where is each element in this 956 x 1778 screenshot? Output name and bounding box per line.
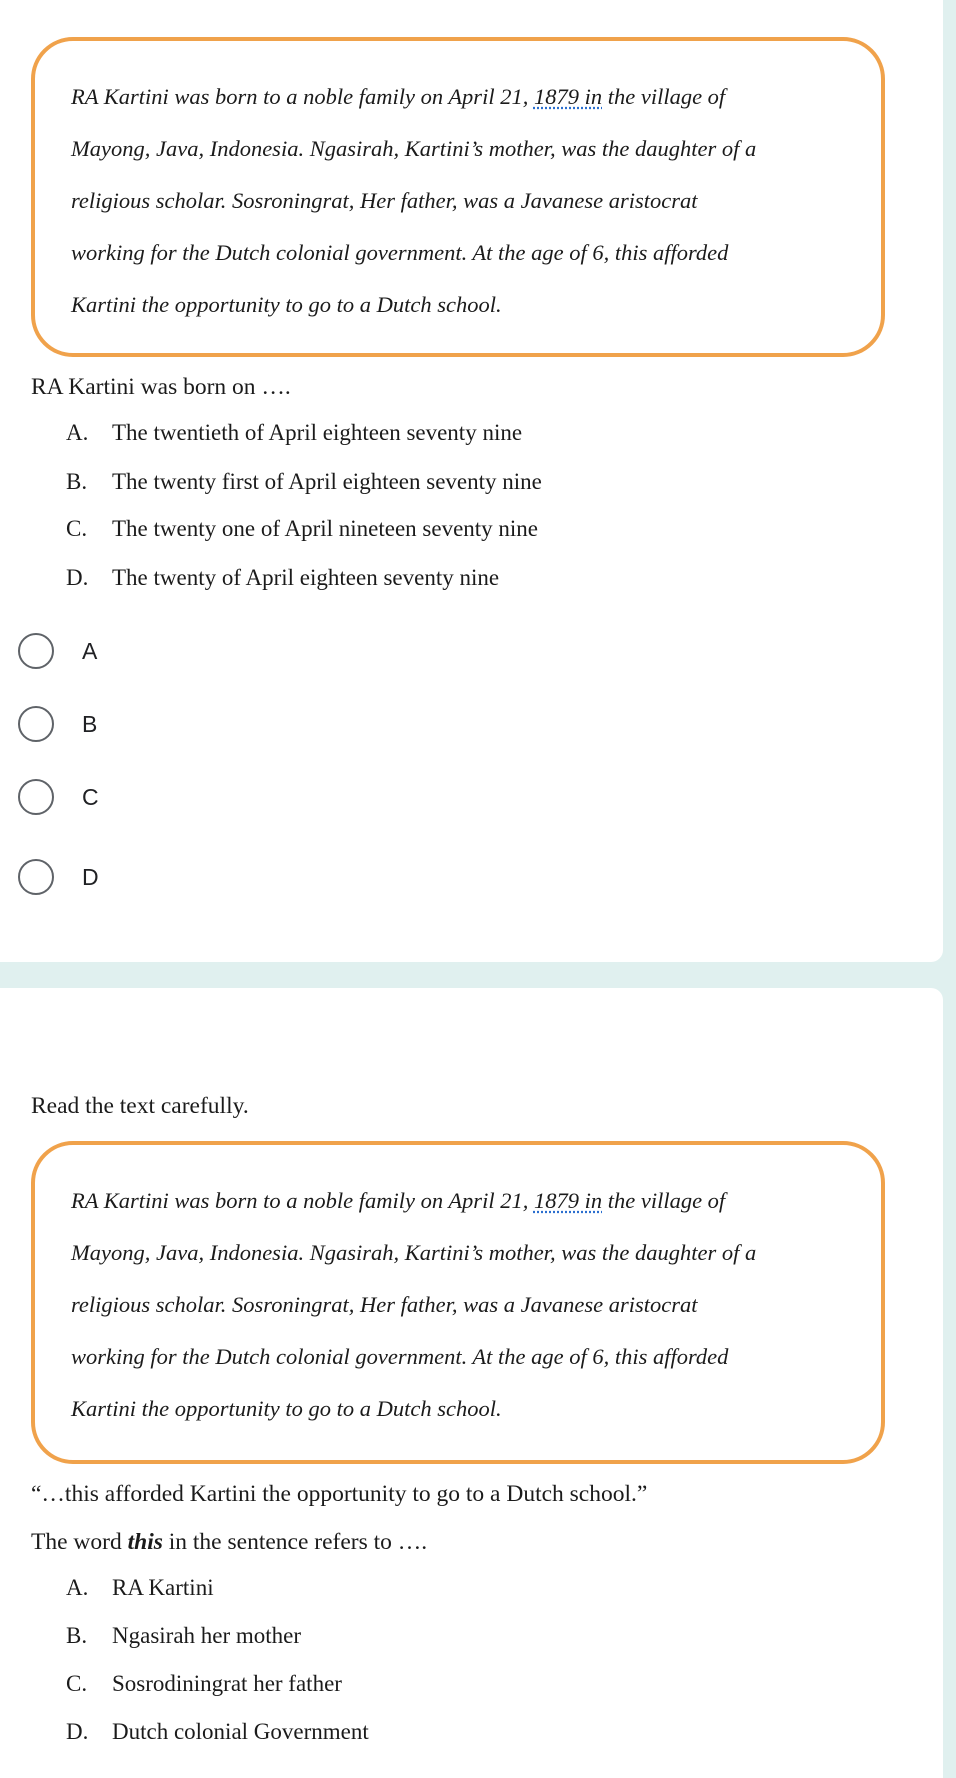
- passage-line: Kartini the opportunity to go to a Dutch school.: [71, 1396, 502, 1421]
- radio-button[interactable]: [18, 706, 54, 742]
- option-text: A. RA Kartini: [66, 1575, 214, 1600]
- radio-button[interactable]: [18, 779, 54, 815]
- reading-passage: [31, 1141, 885, 1464]
- passage-line: RA Kartini was born to a noble family on April 21, 1879 in the village of: [71, 84, 726, 109]
- option-text: C. Sosrodiningrat her father: [66, 1671, 342, 1696]
- option-text: C. The twenty one of April nineteen seventy nine: [66, 516, 539, 541]
- radio-label: D: [82, 863, 99, 890]
- passage-line: religious scholar. Sosroningrat, Her father, was a Javanese aristocrat: [71, 1292, 698, 1317]
- radio-label: B: [82, 710, 98, 737]
- radio-option-a[interactable]: [18, 633, 97, 669]
- passage-line: working for the Dutch colonial government. At the age of 6, this afforded: [71, 240, 729, 265]
- passage-line: Kartini the opportunity to go to a Dutch school.: [71, 292, 502, 317]
- option-text: D. Dutch colonial Government: [66, 1719, 369, 1744]
- spellcheck-underline: 1879 in: [533, 84, 603, 109]
- option-text: D. The twenty of April eighteen seventy nine: [66, 565, 500, 590]
- option-text: B. Ngasirah her mother: [66, 1623, 302, 1648]
- passage-line: Mayong, Java, Indonesia. Ngasirah, Kartini’s mother, was the daughter of a: [71, 1240, 757, 1265]
- passage-line: religious scholar. Sosroningrat, Her father, was a Javanese aristocrat: [71, 188, 698, 213]
- option-text: A. The twentieth of April eighteen seventy nine: [66, 420, 523, 445]
- question-card-2: [0, 988, 943, 1778]
- question-text: RA Kartini was born on ….: [31, 374, 291, 400]
- emphasized-word: this: [127, 1529, 163, 1555]
- reading-passage: [31, 37, 885, 357]
- instruction-text: Read the text carefully.: [31, 1093, 249, 1119]
- passage-line: working for the Dutch colonial government. At the age of 6, this afforded: [71, 1344, 729, 1369]
- option-text: B. The twenty first of April eighteen seventy nine: [66, 469, 542, 494]
- spellcheck-underline: 1879 in: [533, 1188, 603, 1213]
- radio-button[interactable]: [18, 633, 54, 669]
- radio-label: C: [82, 783, 99, 810]
- radio-option-b[interactable]: [18, 706, 97, 742]
- quote-text: “…this afforded Kartini the opportunity to go to a Dutch school.”: [31, 1481, 648, 1507]
- passage-line: Mayong, Java, Indonesia. Ngasirah, Kartini’s mother, was the daughter of a: [71, 136, 757, 161]
- radio-option-d[interactable]: [18, 859, 99, 895]
- radio-option-c[interactable]: [18, 779, 99, 815]
- radio-label: A: [82, 637, 98, 664]
- radio-button[interactable]: [18, 859, 54, 895]
- question-text: The word this in the sentence refers to ….: [31, 1529, 428, 1555]
- passage-line: RA Kartini was born to a noble family on April 21, 1879 in the village of: [71, 1188, 726, 1213]
